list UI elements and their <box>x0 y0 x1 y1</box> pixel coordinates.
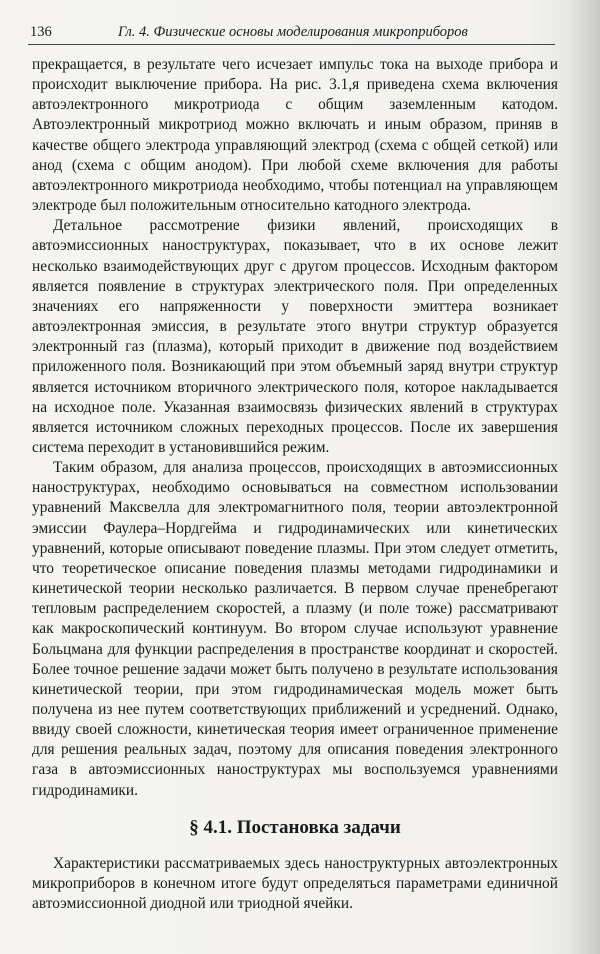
header-rule <box>28 44 555 45</box>
page-number: 136 <box>30 24 52 40</box>
running-title: Гл. 4. Физические основы моделирования микроприборов <box>118 24 468 40</box>
paragraph-1: прекращается, в результате чего исчезает импульс тока на выходе прибора и происходит выключение прибора. На рис. 3.1,я приведена схема включения автоэлектронного микротриода с общим заземленным катодом. Автоэлектронный микротриод можно включать и иным образом, приняв в качестве общего электрода управляющий электрод (схема с общей сеткой) или анод (схема с общим анодом). При любой схеме включения для работы автоэлектронного микротриода необходимо, чтобы потенциал на управляющем электроде был положительным относительно катодного электрода. <box>32 56 558 215</box>
section-heading: § 4.1. Постановка задачи <box>189 816 401 838</box>
page-header <box>30 24 555 44</box>
paragraph-3: Таким образом, для анализа процессов, происходящих в автоэмиссионных наноструктурах, необходимо основываться на совместном использовании уравнений Максвелла для электромагнитного поля, теории автоэлектронной эмиссии Фаулера–Нордгейма и гидродинамических или кинетических уравнений, которые описывают поведение плазмы. При этом следует отметить, что теоретическое описание поведения плазмы методами гидродинамики и кинетической теории несколько различается. В первом случае пренебрегают тепловым распределением скоростей, а плазму (и поле тоже) рассматривают как макроскопический континуум. Во втором случае используют уравнение Больцмана для функции распределения в пространстве координат и скоростей. Более точное решение задачи может быть получено в результате использования кинетической теории, при этом гидродинамическая модель может быть получена из нее путем соответствующих приближений и усреднений. Однако, ввиду своей сложности, кинетическая теория имеет ограниченное применение для решения реальных задач, поэтому для описания поведения электронного газа в автоэмиссионных наноструктурах мы воспользуемся уравнениями гидродинамики. <box>32 459 558 799</box>
paragraph-2: Детальное рассмотрение физики явлений, происходящих в автоэмиссионных наноструктурах, показывает, что в их основе лежит несколько взаимодействующих друг с другом процессов. Исходным фактором является появление в структурах электрического поля. При определенных значениях его напряженности у поверхности эмиттера возникает автоэлектронная эмиссия, в результате этого внутри структур образуется электронный газ (плазма), который приходит в движение под воздействием приложенного поля. Возникающий при этом объемный заряд внутри структур является источником вторичного электрического поля, которое накладывается на исходное поле. Указанная взаимосвязь физических явлений в структурах является источником сложных переходных процессов. После их завершения система переходит в установившийся режим. <box>32 217 558 456</box>
page-body <box>32 55 558 914</box>
section-paragraph: Характеристики рассматриваемых здесь наноструктурных автоэлектронных микроприборов в конечном итоге будут определяться параметрами единичной автоэмиссионной диодной или триодной ячейки. <box>32 854 558 913</box>
